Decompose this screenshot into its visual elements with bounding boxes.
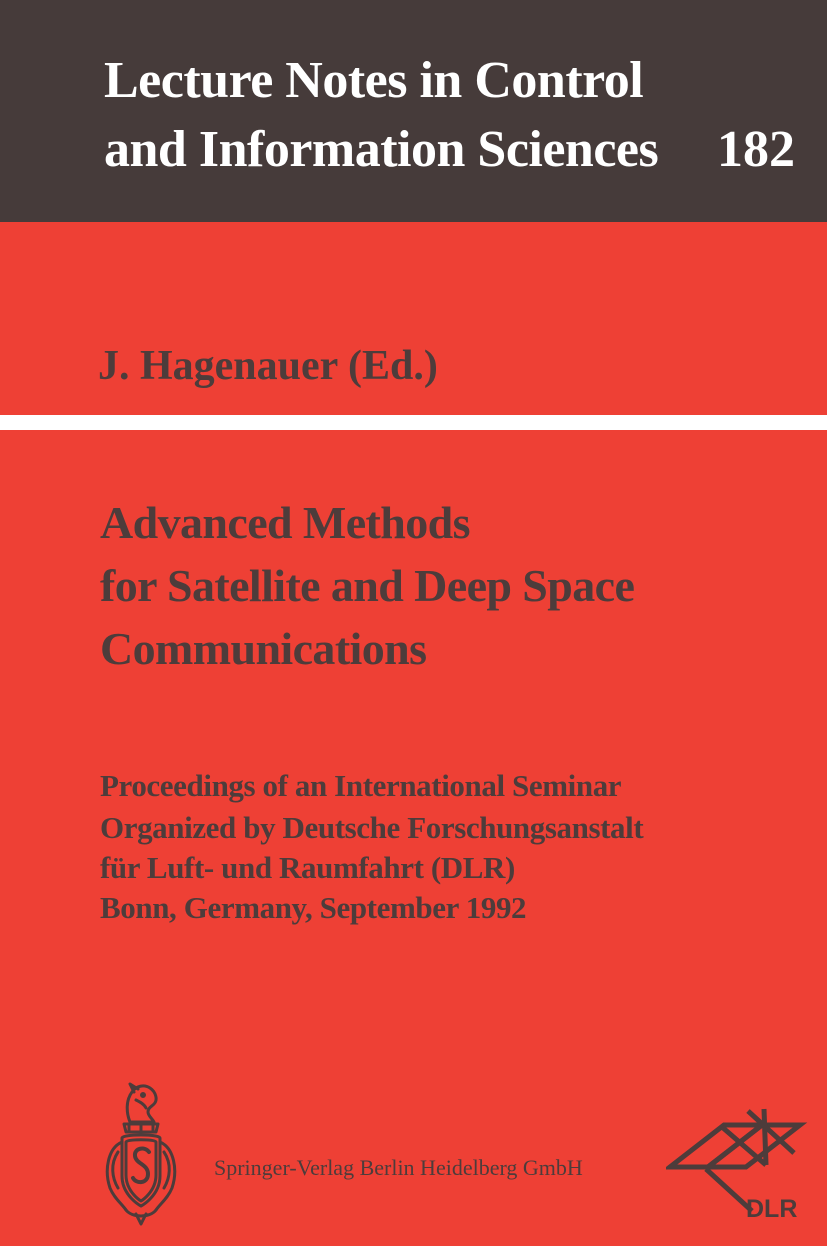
editor-name: J. Hagenauer (Ed.): [98, 343, 438, 389]
springer-knight-logo-icon: [96, 1078, 186, 1230]
white-divider: [0, 415, 827, 430]
series-title-line-1: Lecture Notes in Control: [104, 52, 644, 109]
book-title-line-2: for Satellite and Deep Space: [100, 560, 635, 611]
subtitle-line-2: Organized by Deutsche Forschungsanstalt: [100, 810, 644, 845]
book-title-line-1: Advanced Methods: [100, 497, 470, 548]
series-title-line-2: and Information Sciences: [104, 121, 659, 178]
dlr-logo-text: DLR: [746, 1195, 798, 1220]
subtitle-line-4: Bonn, Germany, September 1992: [100, 890, 527, 925]
volume-number: 182: [717, 121, 795, 178]
subtitle-line-3: für Luft- und Raumfahrt (DLR): [100, 850, 515, 885]
publisher-name: Springer-Verlag Berlin Heidelberg GmbH: [214, 1155, 583, 1180]
book-title-line-3: Communications: [100, 623, 427, 674]
dlr-logo-icon: [666, 1105, 808, 1220]
series-band: [0, 0, 827, 222]
subtitle-line-1: Proceedings of an International Seminar: [100, 768, 622, 803]
